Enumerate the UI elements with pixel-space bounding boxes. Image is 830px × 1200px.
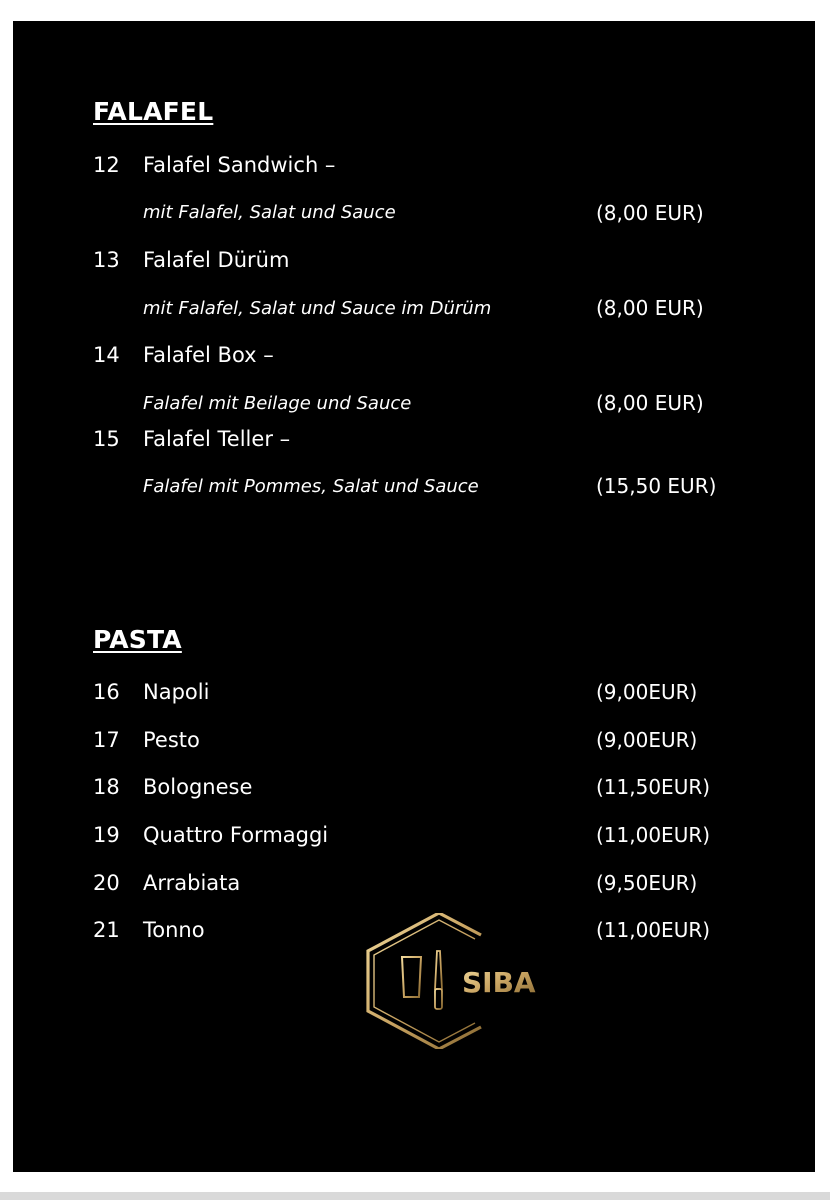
item-number: 12 <box>93 153 120 177</box>
item-price: (9,00EUR) <box>596 680 698 704</box>
item-price: (11,00EUR) <box>596 918 711 942</box>
item-price: (11,50EUR) <box>596 775 711 799</box>
item-price: (15,50 EUR) <box>596 474 717 498</box>
page-bottom-edge <box>0 1192 830 1200</box>
item-price: (9,00EUR) <box>596 728 698 752</box>
item-number: 20 <box>93 871 120 895</box>
item-number: 17 <box>93 728 120 752</box>
menu-page <box>13 21 815 1172</box>
item-number: 19 <box>93 823 120 847</box>
item-price: (8,00 EUR) <box>596 201 704 225</box>
item-name: Falafel Teller – <box>143 427 291 451</box>
item-name: Quattro Formaggi <box>143 823 329 847</box>
logo-text: SIBA <box>462 966 536 999</box>
section-title-pasta: PASTA <box>93 625 182 654</box>
item-name: Arrabiata <box>143 871 241 895</box>
item-name: Bolognese <box>143 775 253 799</box>
section-title-falafel: FALAFEL <box>93 97 214 126</box>
item-price: (8,00 EUR) <box>596 296 704 320</box>
item-name: Tonno <box>143 918 205 942</box>
item-number: 14 <box>93 343 120 367</box>
doner-kebab-hexagon-icon <box>365 913 549 1049</box>
item-name: Falafel Sandwich – <box>143 153 336 177</box>
item-price: (9,50EUR) <box>596 871 698 895</box>
item-number: 16 <box>93 680 120 704</box>
item-name: Falafel Dürüm <box>143 248 290 272</box>
item-price: (11,00EUR) <box>596 823 711 847</box>
item-name: Pesto <box>143 728 200 752</box>
siba-logo <box>365 913 549 1049</box>
item-description: Falafel mit Pommes, Salat und Sauce <box>143 476 479 497</box>
item-description: mit Falafel, Salat und Sauce <box>143 202 396 223</box>
item-price: (8,00 EUR) <box>596 391 704 415</box>
item-description: Falafel mit Beilage und Sauce <box>143 393 412 414</box>
item-number: 18 <box>93 775 120 799</box>
item-description: mit Falafel, Salat und Sauce im Dürüm <box>143 298 492 319</box>
item-number: 15 <box>93 427 120 451</box>
item-name: Falafel Box – <box>143 343 274 367</box>
item-number: 21 <box>93 918 120 942</box>
item-name: Napoli <box>143 680 210 704</box>
item-number: 13 <box>93 248 120 272</box>
